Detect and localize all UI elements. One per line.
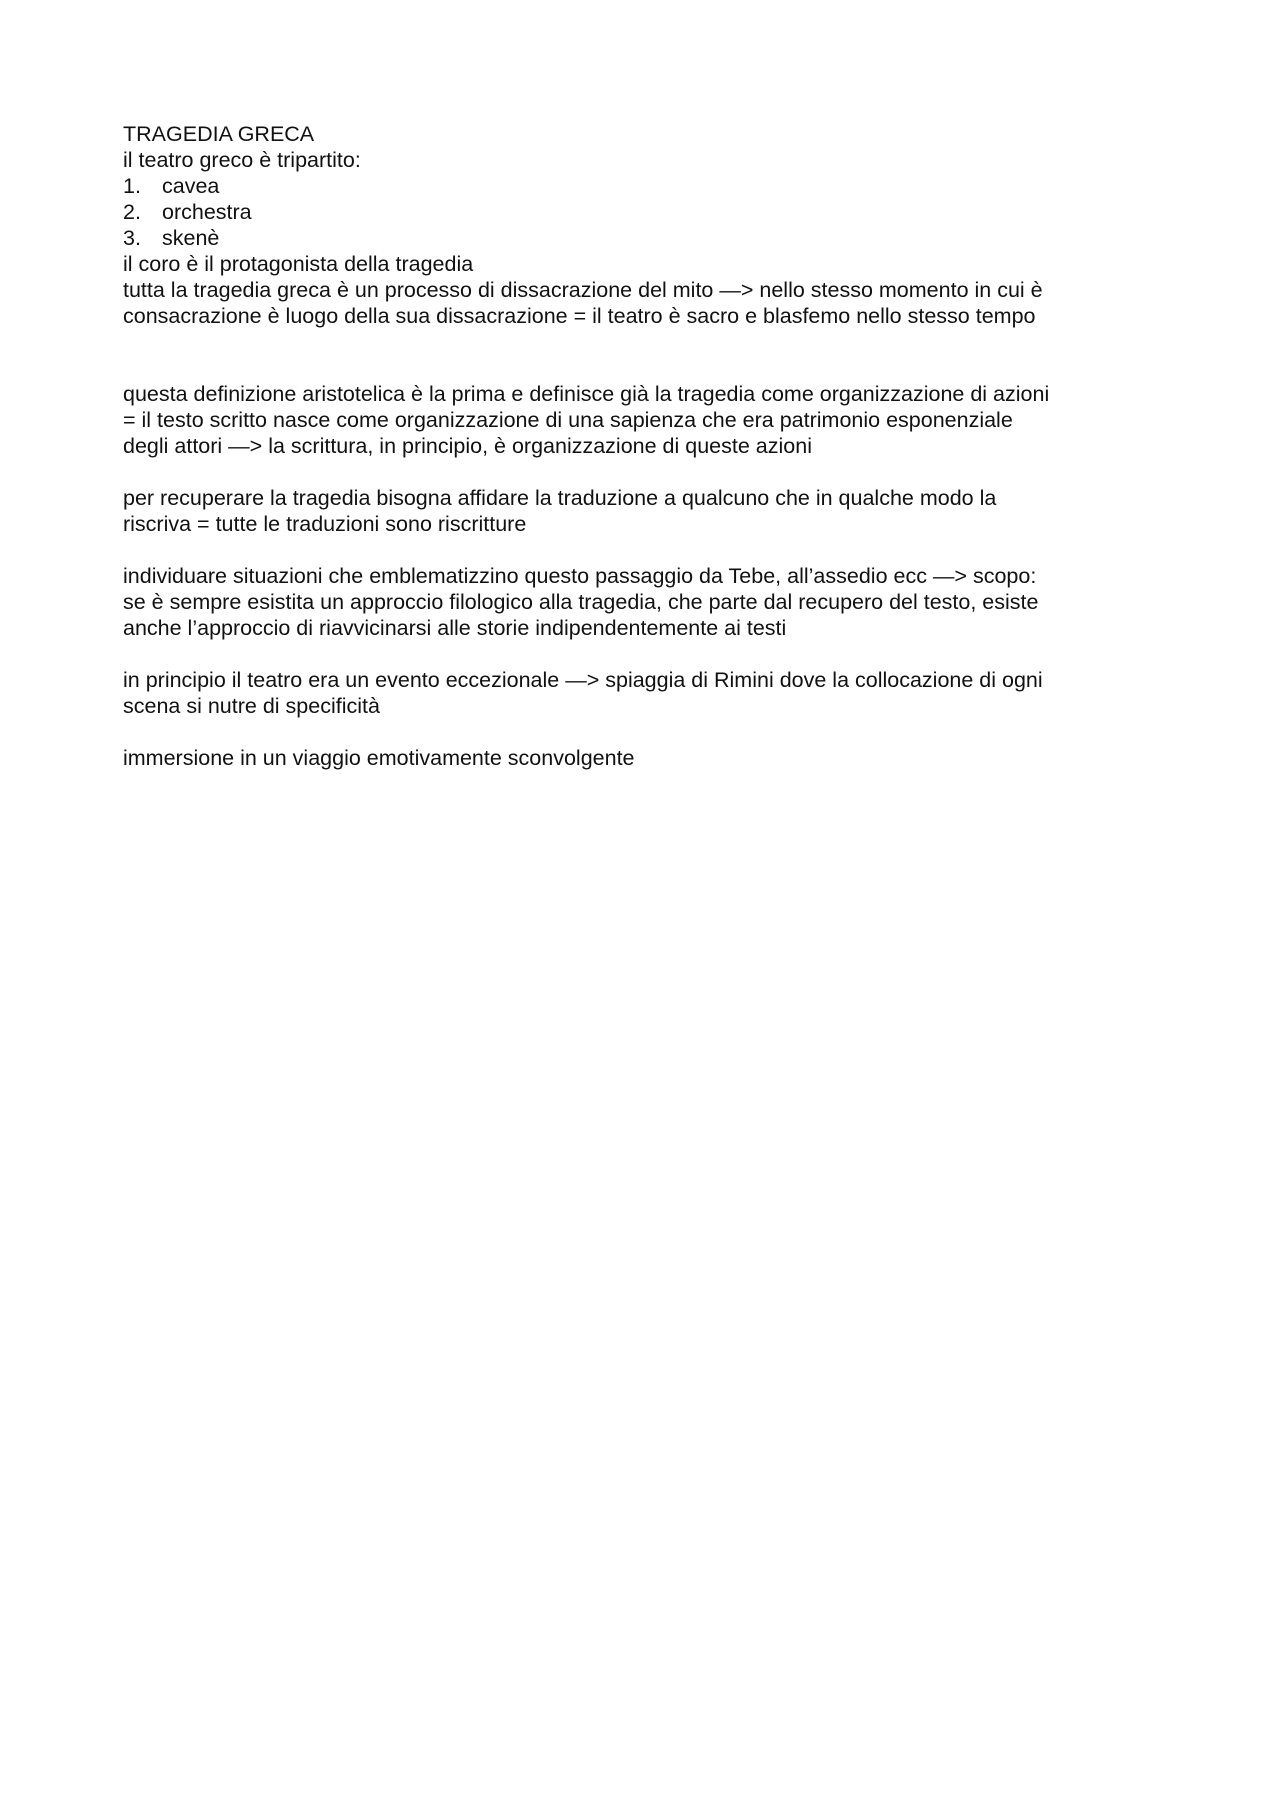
text-line: per recuperare la tragedia bisogna affidare la traduzione a qualcuno che in qualche modo la: [123, 486, 997, 510]
spacer: [123, 641, 1173, 667]
text-line: scena si nutre di specificità: [123, 694, 380, 718]
paragraph: [123, 485, 1173, 537]
list-item-label: orchestra: [162, 200, 252, 224]
text-line: individuare situazioni che emblematizzino questo passaggio da Tebe, all’assedio ecc —> scopo:: [123, 564, 1037, 588]
spacer: [123, 329, 1173, 381]
text-line: riscriva = tutte le traduzioni sono riscritture: [123, 512, 527, 536]
list-item-label: skenè: [162, 226, 220, 250]
list-item: [123, 199, 1173, 225]
text-line: il coro è il protagonista della tragedia: [123, 252, 474, 276]
paragraph: [123, 745, 1173, 771]
paragraph: [123, 381, 1173, 459]
document-page: [123, 121, 1173, 771]
text-line: tutta la tragedia greca è un processo di dissacrazione del mito —> nello stesso momento in cui è: [123, 278, 1043, 302]
list-item: [123, 173, 1173, 199]
text-line: immersione in un viaggio emotivamente sconvolgente: [123, 746, 635, 770]
intro-line: il teatro greco è tripartito:: [123, 148, 361, 172]
paragraph: [123, 667, 1173, 719]
text-line: consacrazione è luogo della sua dissacrazione = il teatro è sacro e blasfemo nello stesso tempo: [123, 304, 1036, 328]
text-line: anche l’approccio di riavvicinarsi alle storie indipendentemente ai testi: [123, 616, 787, 640]
spacer: [123, 537, 1173, 563]
text-line: degli attori —> la scrittura, in principio, è organizzazione di queste azioni: [123, 434, 812, 458]
text-line: in principio il teatro era un evento eccezionale —> spiaggia di Rimini dove la collocazione di ogni: [123, 668, 1043, 692]
list-item: [123, 225, 1173, 251]
list-item-label: cavea: [162, 174, 220, 198]
text-line: questa definizione aristotelica è la prima e definisce già la tragedia come organizzazione di azioni: [123, 382, 1050, 406]
text-line: = il testo scritto nasce come organizzazione di una sapienza che era patrimonio esponenziale: [123, 408, 1013, 432]
list-item-number: 3.: [123, 226, 141, 250]
spacer: [123, 459, 1173, 485]
list-item-number: 2.: [123, 200, 141, 224]
paragraph: [123, 563, 1173, 641]
list-item-number: 1.: [123, 174, 141, 198]
document-title: TRAGEDIA GRECA: [123, 122, 315, 146]
spacer: [123, 719, 1173, 745]
theatre-parts-list: [123, 173, 1173, 251]
text-line: se è sempre esistita un approccio filologico alla tragedia, che parte dal recupero del testo, esiste: [123, 590, 1039, 614]
